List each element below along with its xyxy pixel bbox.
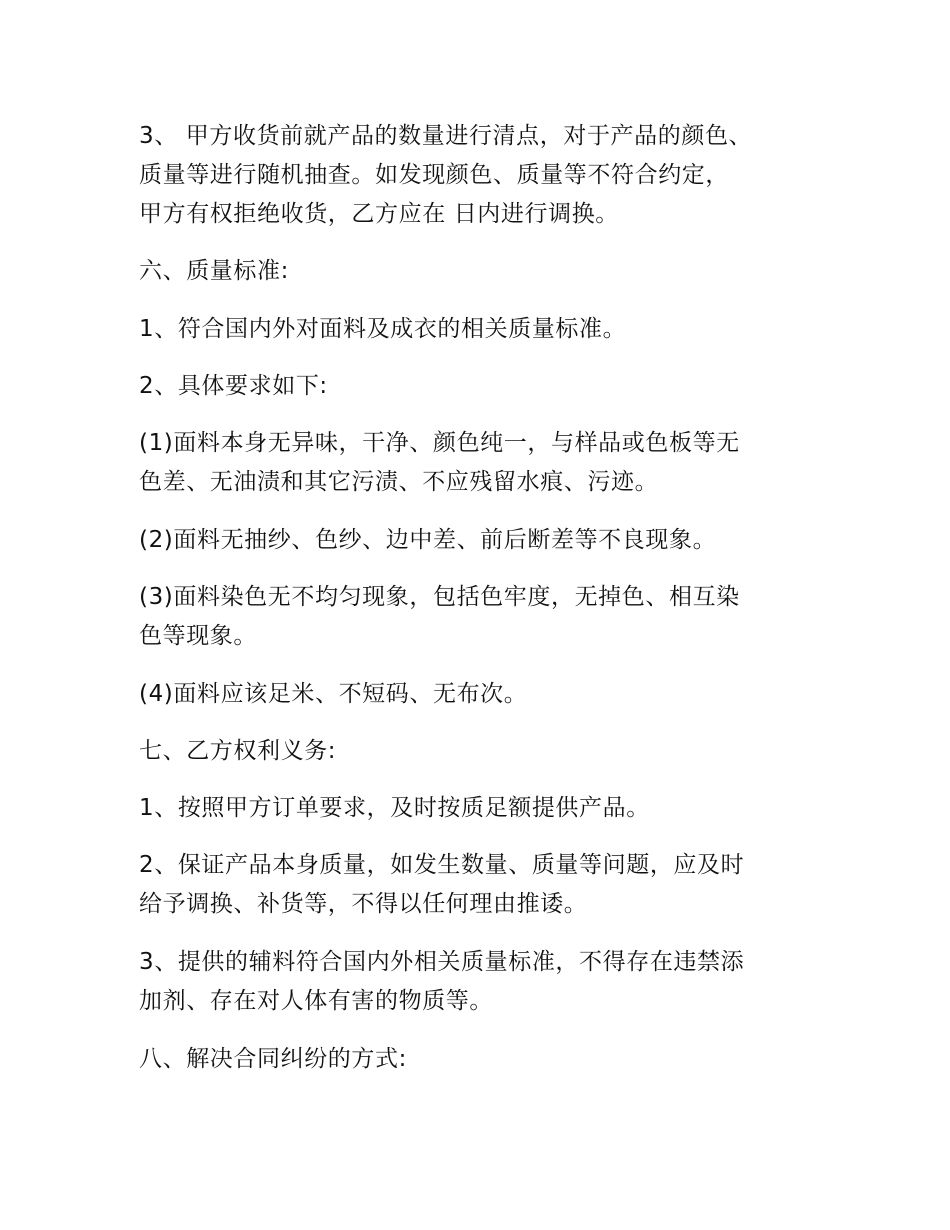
text-line: 2、具体要求如下: (139, 373, 328, 399)
text-line: 七、乙方权利义务: (139, 738, 337, 764)
text-line: 2、保证产品本身质量，如发生数量、质量等问题，应及时 (139, 852, 745, 878)
text-line: 色差、无油渍和其它污渍、不应残留水痕、污迹。 (139, 469, 659, 495)
text-line: 1、按照甲方订单要求，及时按质足额提供产品。 (139, 795, 650, 821)
text-line: 加剂、存在对人体有害的物质等。 (139, 988, 493, 1014)
text-line: (2)面料无抽纱、色纱、边中差、前后断差等不良现象。 (139, 527, 717, 553)
paragraph-quality-item-1 (139, 310, 819, 349)
paragraph-party-b-item-3 (139, 943, 819, 1021)
paragraph-party-b-item-2 (139, 846, 819, 924)
text-line: 给予调换、补货等，不得以任何理由推诿。 (139, 891, 588, 917)
text-line: (3)面料染色无不均匀现象，包括色牢度，无掉色、相互染 (139, 584, 740, 610)
text-line: (1)面料本身无异味，干净、颜色纯一，与样品或色板等无 (139, 430, 740, 456)
paragraph-requirement-4 (139, 675, 819, 714)
text-line: 3、 甲方收货前就产品的数量进行清点，对于产品的颜色、 (139, 123, 753, 149)
text-line: 1、符合国内外对面料及成衣的相关质量标准。 (139, 316, 627, 342)
paragraph-requirement-1 (139, 424, 819, 502)
paragraph-requirement-2 (139, 521, 819, 560)
heading-quality-standard (139, 252, 819, 291)
text-line: 3、提供的辅料符合国内外相关质量标准，不得存在违禁添 (139, 949, 745, 975)
heading-party-b-rights (139, 732, 819, 771)
paragraph-party-b-item-1 (139, 789, 819, 828)
text-line: 六、质量标准: (139, 258, 289, 284)
paragraph-requirement-3 (139, 578, 819, 656)
text-line: 甲方有权拒绝收货，乙方应在 日内进行调换。 (139, 201, 619, 227)
paragraph-quality-item-2 (139, 367, 819, 406)
text-line: 质量等进行随机抽查。如发现颜色、质量等不符合约定， (139, 162, 729, 188)
paragraph-delivery-inspection (139, 117, 819, 234)
text-line: 色等现象。 (139, 623, 257, 649)
heading-dispute-resolution (139, 1040, 819, 1079)
text-line: 八、解决合同纠纷的方式: (139, 1046, 407, 1072)
text-line: (4)面料应该足米、不短码、无布次。 (139, 681, 528, 707)
